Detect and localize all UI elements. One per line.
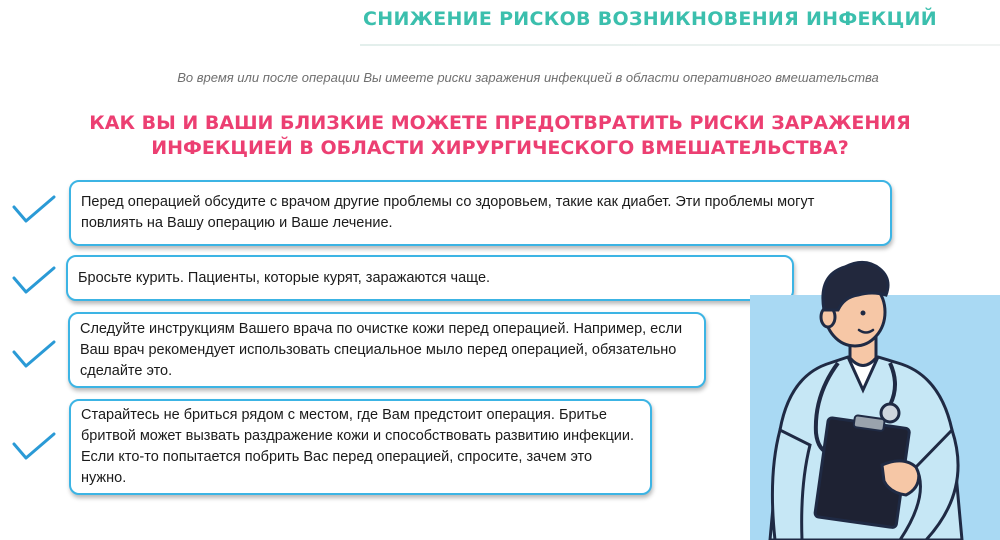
- subtitle: Во время или после операции Вы имеете риски заражения инфекцией в области оперативного вмешательства: [177, 70, 879, 85]
- tip-text: Бросьте курить. Пациенты, которые курят, заражаются чаще.: [78, 269, 491, 286]
- tip-card: [66, 255, 794, 301]
- checkmark-icon: [12, 340, 56, 370]
- tip-text: Следуйте инструкциям Вашего врача по очистке кожи перед операцией. Например, если Ваш врач рекомендует использовать специальное мыло перед операцией, обязательно сделайте это.: [80, 320, 683, 379]
- tip-text: Старайтесь не бриться рядом с местом, где Вам предстоит операция. Бритье бритвой может вызвать раздражение кожи и способствовать развитию инфекции. Если кто-то попытается побрить Вас перед операцией, спросите, зачем это нужно.: [81, 407, 634, 486]
- header-divider: [360, 44, 1000, 46]
- tip-card: [68, 312, 706, 388]
- doctor-illustration: [740, 255, 1000, 540]
- tip-text: Перед операцией обсудите с врачом другие проблемы со здоровьем, такие как диабет. Эти проблемы могут повлиять на Вашу операцию и Ваше лечение.: [81, 194, 815, 231]
- question-heading: КАК ВЫ И ВАШИ БЛИЗКИЕ МОЖЕТЕ ПРЕДОТВРАТИТЬ РИСКИ ЗАРАЖЕНИЯ ИНФЕКЦИЕЙ В ОБЛАСТИ ХИРУРГИЧЕСКОГО ВМЕШАТЕЛЬСТВА?: [89, 112, 911, 159]
- tip-card: [69, 180, 892, 246]
- checkmark-icon: [12, 432, 56, 462]
- page-title: СНИЖЕНИЕ РИСКОВ ВОЗНИКНОВЕНИЯ ИНФЕКЦИЙ: [363, 8, 937, 30]
- checkmark-icon: [12, 195, 56, 225]
- tip-card: [69, 399, 652, 495]
- checkmark-icon: [12, 266, 56, 296]
